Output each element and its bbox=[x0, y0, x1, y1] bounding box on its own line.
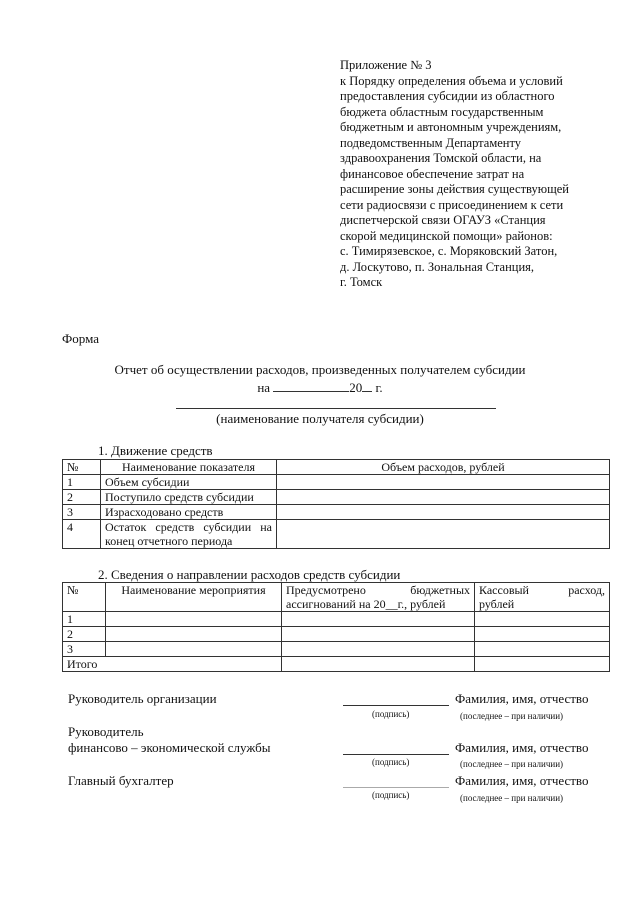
form-label: Форма bbox=[62, 331, 99, 346]
row-amount-cell[interactable] bbox=[277, 490, 610, 505]
accountant-fullname-label: Фамилия, имя, отчество bbox=[455, 773, 589, 788]
row-number: 2 bbox=[63, 627, 106, 642]
table-row bbox=[63, 475, 610, 490]
report-period bbox=[0, 380, 640, 396]
cash-cell[interactable] bbox=[475, 627, 610, 642]
head-signatory-label: Руководитель организации bbox=[68, 691, 217, 706]
appendix-line: бюджета областным государственным bbox=[340, 104, 544, 119]
section1-title: 1. Движение средств bbox=[98, 443, 213, 458]
row-amount-cell[interactable] bbox=[277, 475, 610, 490]
table-row bbox=[63, 490, 610, 505]
period-suffix: г. bbox=[375, 380, 383, 395]
period-prefix: на bbox=[257, 380, 271, 395]
total-label: Итого bbox=[63, 657, 282, 672]
col-header-indicator: Наименование показателя bbox=[101, 460, 277, 475]
head-signature-caption: (подпись) bbox=[372, 709, 410, 719]
finance-signatory-label-line2: финансово – экономической службы bbox=[68, 740, 271, 755]
col-header-amount: Объем расходов, рублей bbox=[277, 460, 610, 475]
funds-movement-table bbox=[62, 459, 610, 549]
report-title: Отчет об осуществлении расходов, произведенных получателем субсидии bbox=[114, 362, 526, 377]
recipient-name-line[interactable] bbox=[176, 408, 496, 409]
col-header-cash-line: Кассовый расход, bbox=[479, 583, 605, 597]
col-header-number: № bbox=[63, 583, 106, 612]
accountant-signature-caption: (подпись) bbox=[372, 790, 410, 800]
appendix-line: Приложение № 3 bbox=[340, 58, 432, 72]
row-number: 2 bbox=[63, 490, 101, 505]
accountant-signature-line[interactable] bbox=[343, 787, 449, 788]
table-row bbox=[63, 520, 610, 549]
planned-cell[interactable] bbox=[282, 642, 475, 657]
col-header-cash-line: рублей bbox=[479, 597, 515, 611]
cash-cell[interactable] bbox=[475, 612, 610, 627]
cash-cell[interactable] bbox=[475, 642, 610, 657]
row-number: 1 bbox=[63, 475, 101, 490]
row-indicator: Объем субсидии bbox=[101, 475, 277, 490]
row-number: 1 bbox=[63, 612, 106, 627]
row-indicator bbox=[101, 520, 277, 549]
table-header-row bbox=[63, 460, 610, 475]
table-row bbox=[63, 627, 610, 642]
appendix-line: к Порядку определения объема и условий bbox=[340, 73, 563, 88]
total-row bbox=[63, 657, 610, 672]
finance-signature-caption: (подпись) bbox=[372, 757, 410, 767]
accountant-signatory-label: Главный бухгалтер bbox=[68, 773, 174, 788]
activity-cell[interactable] bbox=[106, 642, 282, 657]
recipient-caption: (наименование получателя субсидии) bbox=[216, 411, 424, 426]
finance-signature-line[interactable] bbox=[343, 754, 449, 755]
period-year-blank[interactable] bbox=[362, 380, 372, 392]
planned-cell[interactable] bbox=[282, 627, 475, 642]
planned-cell[interactable] bbox=[282, 612, 475, 627]
appendix-line: финансовое обеспечение затрат на bbox=[340, 166, 525, 181]
activity-cell[interactable] bbox=[106, 612, 282, 627]
row-indicator: Израсходовано средств bbox=[101, 505, 277, 520]
appendix-line: подведомственным Департаменту bbox=[340, 135, 522, 150]
table-row bbox=[63, 642, 610, 657]
col-header-number: № bbox=[63, 460, 101, 475]
finance-fullname-note: (последнее – при наличии) bbox=[460, 759, 564, 769]
col-header-planned-line: ассигнований на 20__г., рублей bbox=[286, 597, 446, 611]
col-header-activity: Наименование мероприятия bbox=[106, 583, 282, 612]
head-fullname-label: Фамилия, имя, отчество bbox=[455, 691, 589, 706]
period-year: 20 bbox=[349, 380, 363, 395]
section2-title: 2. Сведения о направлении расходов средств субсидии bbox=[98, 567, 401, 582]
row-indicator-line: Остаток средств субсидии на bbox=[105, 520, 272, 534]
row-number: 4 bbox=[63, 520, 101, 549]
total-planned-cell[interactable] bbox=[282, 657, 475, 672]
table-header-row bbox=[63, 583, 610, 612]
row-indicator: Поступило средств субсидии bbox=[101, 490, 277, 505]
appendix-header bbox=[340, 58, 610, 291]
appendix-line: предоставления субсидии из областного bbox=[340, 89, 555, 103]
row-number: 3 bbox=[63, 505, 101, 520]
row-amount-cell[interactable] bbox=[277, 505, 610, 520]
col-header-planned bbox=[282, 583, 475, 612]
row-number: 3 bbox=[63, 642, 106, 657]
head-fullname-note: (последнее – при наличии) bbox=[460, 711, 564, 721]
col-header-planned-line: Предусмотрено бюджетных bbox=[286, 583, 470, 597]
appendix-line: здравоохранения Томской области, на bbox=[340, 151, 542, 165]
row-indicator-line: конец отчетного периода bbox=[105, 534, 233, 548]
head-signature-line[interactable] bbox=[343, 705, 449, 706]
appendix-line: д. Лоскутово, п. Зональная Станция, bbox=[340, 259, 535, 274]
appendix-line: сети радиосвязи с присоединением к сети bbox=[340, 197, 564, 212]
appendix-line: скорой медицинской помощи» районов: bbox=[340, 228, 553, 243]
col-header-cash bbox=[475, 583, 610, 612]
accountant-fullname-note: (последнее – при наличии) bbox=[460, 793, 564, 803]
expense-details-table bbox=[62, 582, 610, 672]
finance-signatory-label-line1: Руководитель bbox=[68, 724, 144, 739]
total-cash-cell[interactable] bbox=[475, 657, 610, 672]
finance-fullname-label: Фамилия, имя, отчество bbox=[455, 740, 589, 755]
table-row bbox=[63, 505, 610, 520]
appendix-line: бюджетным и автономным учреждениям, bbox=[340, 120, 562, 134]
appendix-line: г. Томск bbox=[340, 275, 383, 289]
activity-cell[interactable] bbox=[106, 627, 282, 642]
appendix-line: расширение зоны действия существующей bbox=[340, 182, 569, 196]
appendix-line: диспетчерской связи ОГАУЗ «Станция bbox=[340, 213, 546, 227]
row-amount-cell[interactable] bbox=[277, 520, 610, 549]
appendix-line: с. Тимирязевское, с. Моряковский Затон, bbox=[340, 244, 558, 258]
table-row bbox=[63, 612, 610, 627]
period-blank-field[interactable] bbox=[273, 380, 349, 392]
